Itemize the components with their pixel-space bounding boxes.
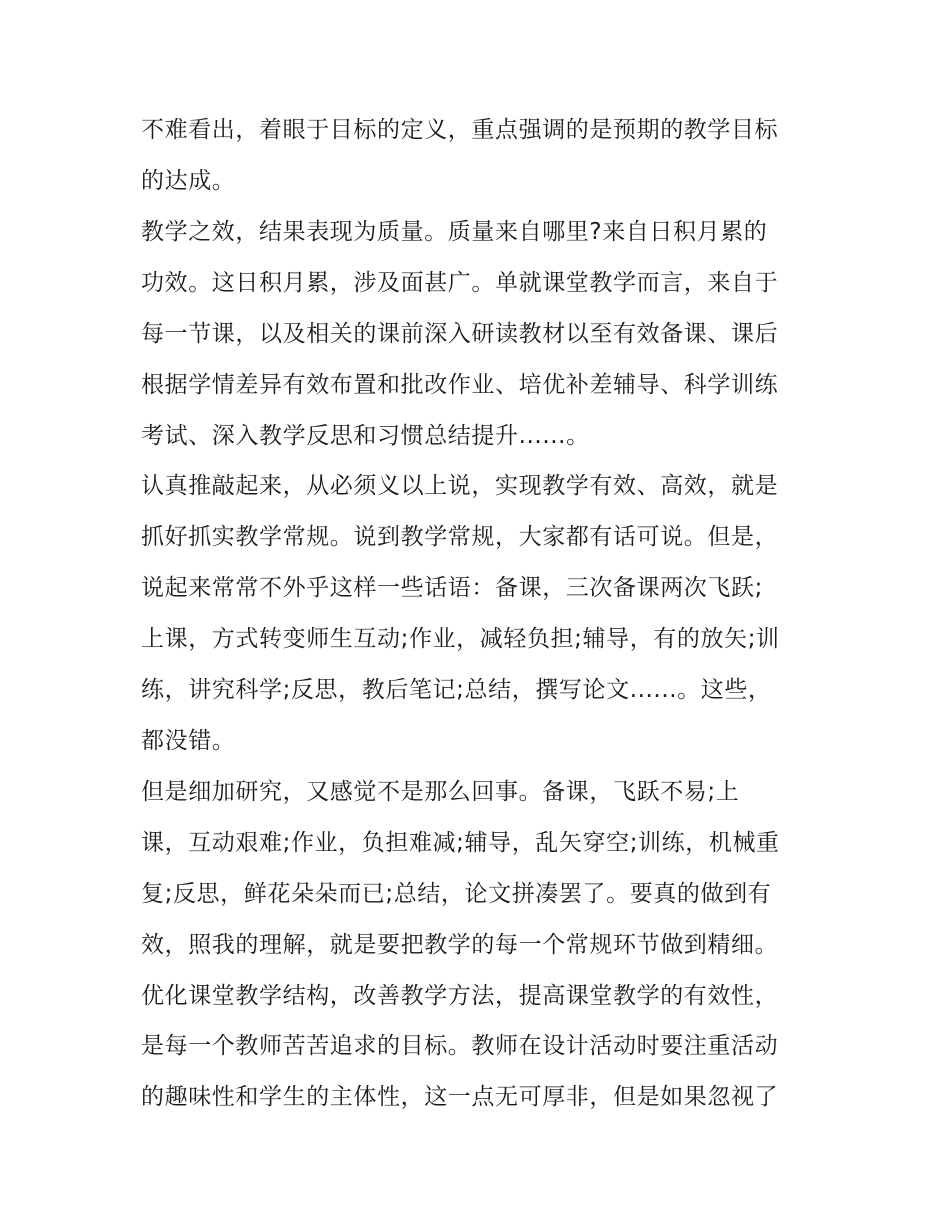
text-line-9: 抓好抓实教学常规。说到教学常规，大家都有话可说。但是， xyxy=(141,524,779,550)
text-line-5: 每一节课，以及相关的课前深入研读教材以至有效备课、课后 xyxy=(141,321,779,347)
text-line-13: 都没错。 xyxy=(141,728,236,754)
text-line-19: 是每一个教师苦苦追求的目标。教师在设计活动时要注重活动 xyxy=(141,1033,779,1059)
text-line-18: 优化课堂教学结构，改善教学方法，提高课堂教学的有效性， xyxy=(141,983,779,1009)
text-line-12: 练，讲究科学;反思，教后笔记;总结，撰写论文......。这些， xyxy=(141,677,772,703)
text-line-16: 复;反思，鲜花朵朵而已;总结，论文拼凑罢了。要真的做到有 xyxy=(141,881,772,907)
text-line-1: 不难看出，着眼于目标的定义，重点强调的是预期的教学目标 xyxy=(141,117,779,143)
text-line-6: 根据学情差异有效布置和批改作业、培优补差辅导、科学训练 xyxy=(141,372,779,398)
text-line-14: 但是细加研究，又感觉不是那么回事。备课，飞跃不易;上 xyxy=(141,779,740,805)
text-line-3: 教学之效，结果表现为质量。质量来自哪里?来自日积月累的 xyxy=(141,219,768,245)
text-line-10: 说起来常常不外乎这样一些话语：备课，三次备课两次飞跃; xyxy=(141,575,763,601)
text-line-7: 考试、深入教学反思和习惯总结提升......。 xyxy=(141,423,590,449)
text-line-15: 课，互动艰难;作业，负担难减;辅导，乱矢穿空;训练，机械重 xyxy=(141,830,780,856)
text-line-4: 功效。这日积月累，涉及面甚广。单就课堂教学而言，来自于 xyxy=(141,270,779,296)
text-line-17: 效，照我的理解，就是要把教学的每一个常规环节做到精细。 xyxy=(141,932,779,958)
text-line-8: 认真推敲起来，从必须义以上说，实现教学有效、高效，就是 xyxy=(141,473,779,499)
text-line-2: 的达成。 xyxy=(141,168,236,194)
text-line-11: 上课，方式转变师生互动;作业，减轻负担;辅导，有的放矢;训 xyxy=(141,626,780,652)
text-line-20: 的趣味性和学生的主体性，这一点无可厚非，但是如果忽视了 xyxy=(141,1084,779,1110)
